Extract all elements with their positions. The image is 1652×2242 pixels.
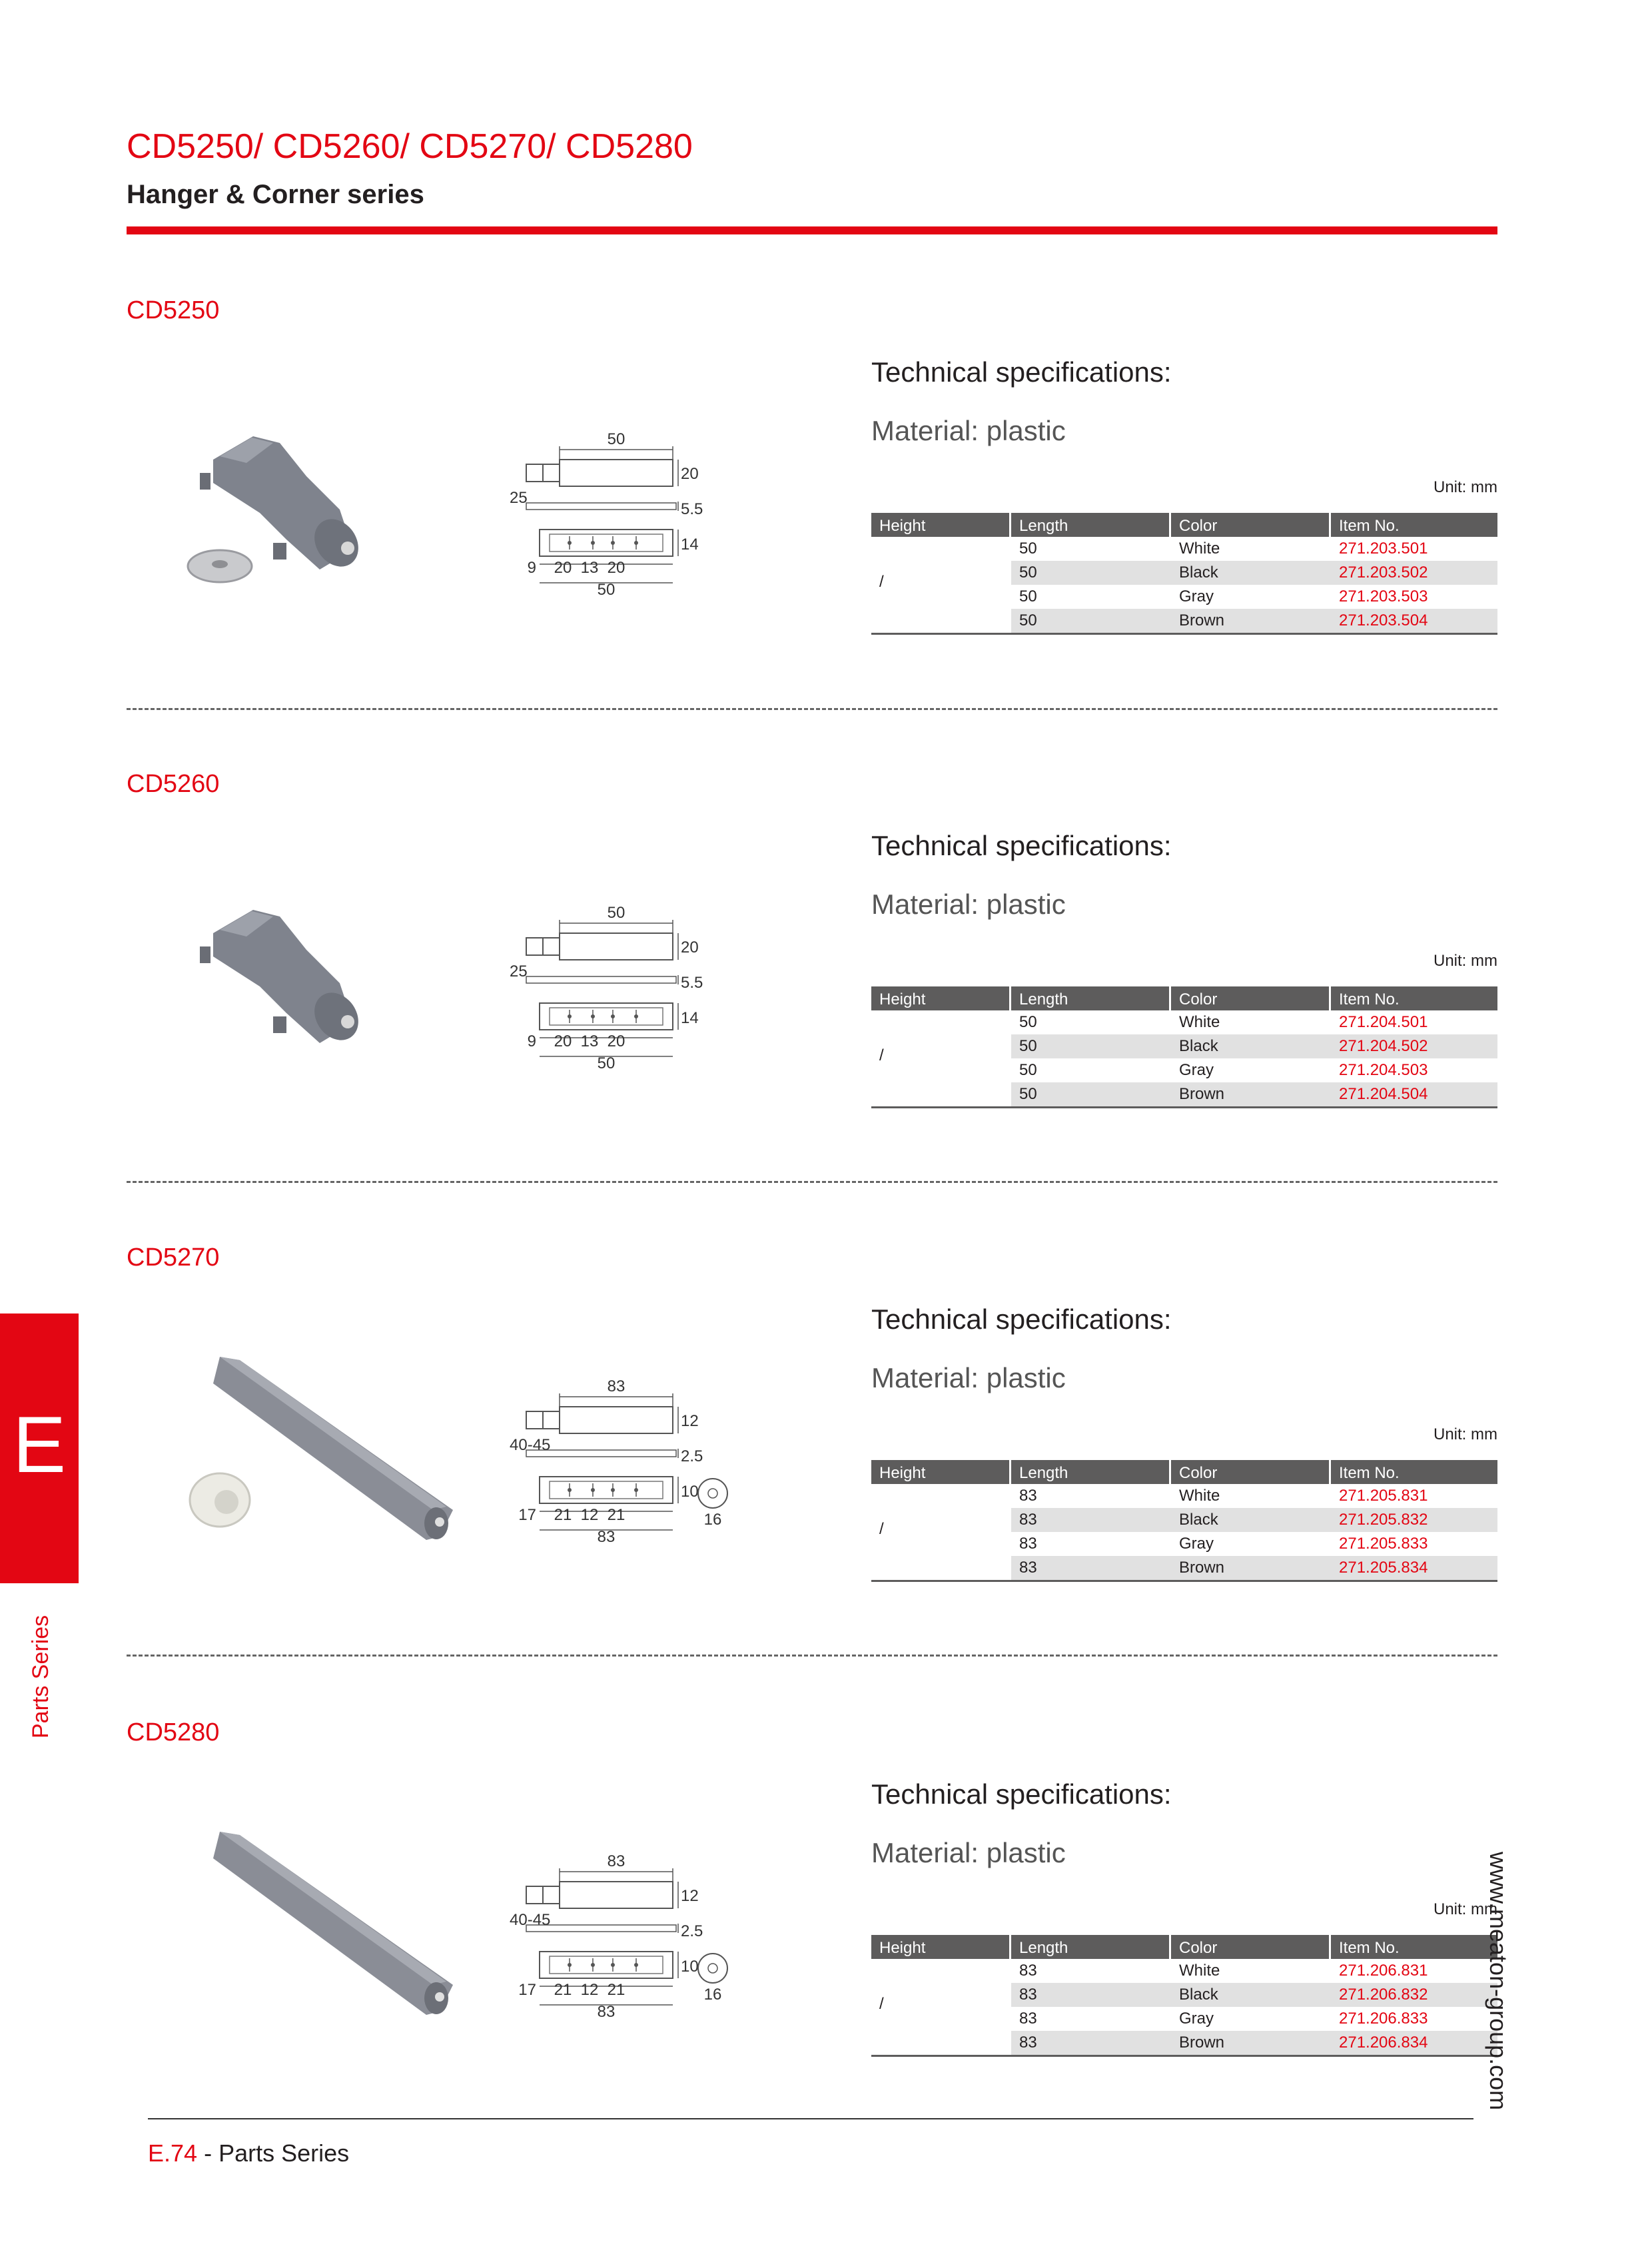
column-header: Height bbox=[871, 1460, 1011, 1484]
spec-table bbox=[871, 986, 1497, 1108]
spec-heading: Technical specifications: bbox=[871, 830, 1172, 861]
table-header bbox=[871, 513, 1497, 537]
color-cell: Gray bbox=[1179, 1061, 1214, 1079]
product-section-cd5270 bbox=[127, 1244, 1497, 1643]
spec-heading: Technical specifications: bbox=[871, 1778, 1172, 1810]
column-header: Item No. bbox=[1339, 1464, 1400, 1482]
length-cell: 50 bbox=[1011, 1082, 1171, 1106]
dimension-label: 50 bbox=[607, 430, 625, 448]
material-text: Material: plastic bbox=[871, 1837, 1066, 1868]
color-cell: Gray bbox=[1179, 1535, 1214, 1553]
length-cell: 50 bbox=[1011, 1034, 1171, 1058]
item-number-cell: 271.206.832 bbox=[1331, 1983, 1497, 2007]
color-cell: Gray bbox=[1179, 587, 1214, 605]
dimension-label: 12 bbox=[681, 1412, 699, 1430]
item-number-cell: 271.205.832 bbox=[1331, 1508, 1497, 1532]
section-title: CD5260 bbox=[127, 770, 220, 798]
product-section-cd5280 bbox=[127, 1718, 1497, 2118]
dimension-label: 16 bbox=[703, 1511, 722, 1529]
color-cell: Brown bbox=[1171, 609, 1331, 633]
length-cell: 83 bbox=[1011, 2031, 1171, 2055]
column-header: Color bbox=[1171, 986, 1331, 1010]
technical-drawing bbox=[506, 1845, 746, 2018]
dimension-label: 13 bbox=[580, 559, 599, 577]
dimension-label: 12 bbox=[580, 1506, 599, 1524]
dimension-label: 16 bbox=[703, 1986, 722, 2004]
unit-label: Unit: mm bbox=[1434, 1425, 1497, 1443]
product-photo bbox=[173, 1818, 453, 2038]
spec-table bbox=[871, 513, 1497, 635]
length-cell: 83 bbox=[1019, 1487, 1037, 1505]
item-number-cell: 271.206.833 bbox=[1339, 2010, 1428, 2028]
table-body bbox=[871, 1010, 1497, 1108]
color-cell: White bbox=[1179, 540, 1220, 558]
height-cell: / bbox=[871, 537, 1011, 633]
dimension-label: 9 bbox=[527, 1032, 536, 1050]
column-header: Color bbox=[1171, 1935, 1331, 1959]
technical-drawing bbox=[506, 1370, 746, 1543]
spec-table bbox=[871, 1460, 1497, 1582]
item-number-cell: 271.206.831 bbox=[1339, 1962, 1428, 1980]
dimension-label: 2.5 bbox=[681, 1447, 703, 1465]
section-divider bbox=[127, 1181, 1497, 1183]
length-cell: 83 bbox=[1019, 2010, 1037, 2028]
length-cell: 83 bbox=[1019, 1962, 1037, 1980]
section-title: CD5280 bbox=[127, 1718, 220, 1746]
item-number-cell: 271.206.834 bbox=[1331, 2031, 1497, 2055]
length-cell: 83 bbox=[1011, 1556, 1171, 1580]
section-title: CD5250 bbox=[127, 296, 220, 324]
dimension-label: 5.5 bbox=[681, 500, 703, 518]
dimension-label: 10 bbox=[681, 1483, 699, 1501]
item-number-cell: 271.205.833 bbox=[1339, 1535, 1428, 1553]
length-cell: 50 bbox=[1019, 1061, 1037, 1079]
dimension-label: 21 bbox=[607, 1506, 625, 1524]
chapter-letter: E bbox=[12, 1400, 67, 1489]
dimension-label: 2.5 bbox=[681, 1922, 703, 1940]
item-number-cell: 271.204.502 bbox=[1331, 1034, 1497, 1058]
material-text: Material: plastic bbox=[871, 1362, 1066, 1393]
spec-heading: Technical specifications: bbox=[871, 1304, 1172, 1335]
table-body bbox=[871, 537, 1497, 635]
color-cell: White bbox=[1179, 1487, 1220, 1505]
product-photo bbox=[173, 396, 453, 616]
footer-rule bbox=[148, 2118, 1473, 2119]
height-cell: / bbox=[871, 1010, 1011, 1106]
dimension-label: 20 bbox=[554, 559, 572, 577]
color-cell: Black bbox=[1171, 1983, 1331, 2007]
column-header: Item No. bbox=[1339, 1939, 1400, 1957]
table-header bbox=[871, 1460, 1497, 1484]
dimension-label: 25 bbox=[510, 489, 528, 507]
title-rule bbox=[127, 226, 1497, 234]
color-cell: White bbox=[1179, 1013, 1220, 1031]
dimension-label: 14 bbox=[681, 536, 699, 554]
technical-drawing bbox=[506, 897, 746, 1070]
section-divider bbox=[127, 1655, 1497, 1657]
color-cell: White bbox=[1179, 1962, 1220, 1980]
page-title: CD5250/ CD5260/ CD5270/ CD5280 bbox=[127, 127, 693, 166]
dimension-label: 10 bbox=[681, 1958, 699, 1976]
dimension-label: 20 bbox=[681, 938, 699, 956]
product-photo bbox=[173, 1343, 453, 1563]
length-cell: 50 bbox=[1011, 561, 1171, 585]
dimension-label: 83 bbox=[597, 2003, 616, 2018]
dimension-label: 12 bbox=[580, 1981, 599, 1999]
color-cell: Brown bbox=[1171, 2031, 1331, 2055]
item-number-cell: 271.203.504 bbox=[1331, 609, 1497, 633]
dimension-label: 21 bbox=[554, 1981, 572, 1999]
footer bbox=[148, 2139, 349, 2167]
table-body bbox=[871, 1959, 1497, 2057]
footer-label: Parts Series bbox=[218, 2139, 350, 2167]
height-cell: / bbox=[871, 1959, 1011, 2055]
dimension-label: 12 bbox=[681, 1887, 699, 1905]
website-url: www.meaton-group.com bbox=[1485, 1852, 1512, 2111]
dimension-label: 17 bbox=[518, 1981, 536, 1999]
length-cell: 50 bbox=[1019, 1013, 1037, 1031]
length-cell: 50 bbox=[1011, 609, 1171, 633]
color-cell: Brown bbox=[1171, 1556, 1331, 1580]
column-header: Height bbox=[871, 1935, 1011, 1959]
length-cell: 83 bbox=[1019, 1535, 1037, 1553]
column-header: Item No. bbox=[1339, 517, 1400, 535]
column-header: Item No. bbox=[1339, 990, 1400, 1008]
column-header: Length bbox=[1011, 1935, 1171, 1959]
dimension-label: 83 bbox=[607, 1377, 625, 1395]
color-cell: Black bbox=[1171, 1508, 1331, 1532]
dimension-label: 50 bbox=[597, 1054, 616, 1070]
color-cell: Gray bbox=[1179, 2010, 1214, 2028]
product-section-cd5250 bbox=[127, 296, 1497, 696]
dimension-label: 5.5 bbox=[681, 974, 703, 992]
section-title: CD5270 bbox=[127, 1244, 220, 1272]
item-number-cell: 271.205.831 bbox=[1339, 1487, 1428, 1505]
dimension-label: 40-45 bbox=[510, 1911, 551, 1929]
dimension-label: 17 bbox=[518, 1506, 536, 1524]
unit-label: Unit: mm bbox=[1434, 952, 1497, 970]
dimension-label: 20 bbox=[607, 559, 625, 577]
item-number-cell: 271.203.501 bbox=[1339, 540, 1428, 558]
item-number-cell: 271.204.503 bbox=[1339, 1061, 1428, 1079]
column-header: Length bbox=[1011, 1460, 1171, 1484]
item-number-cell: 271.204.504 bbox=[1331, 1082, 1497, 1106]
chapter-label: Parts Series bbox=[28, 1615, 53, 1738]
dimension-label: 21 bbox=[607, 1981, 625, 1999]
length-cell: 50 bbox=[1019, 587, 1037, 605]
table-header bbox=[871, 1935, 1497, 1959]
length-cell: 50 bbox=[1019, 540, 1037, 558]
material-text: Material: plastic bbox=[871, 889, 1066, 920]
unit-label: Unit: mm bbox=[1434, 478, 1497, 496]
material-text: Material: plastic bbox=[871, 415, 1066, 446]
column-header: Length bbox=[1011, 986, 1171, 1010]
dimension-label: 20 bbox=[681, 465, 699, 483]
dimension-label: 83 bbox=[607, 1852, 625, 1870]
column-header: Color bbox=[1171, 1460, 1331, 1484]
page-subtitle: Hanger & Corner series bbox=[127, 180, 424, 209]
dimension-label: 14 bbox=[681, 1009, 699, 1027]
dimension-label: 83 bbox=[597, 1528, 616, 1543]
table-header bbox=[871, 986, 1497, 1010]
dimension-label: 20 bbox=[554, 1032, 572, 1050]
color-cell: Black bbox=[1171, 1034, 1331, 1058]
product-photo bbox=[173, 870, 453, 1090]
dimension-label: 9 bbox=[527, 559, 536, 577]
footer-separator: - bbox=[197, 2139, 219, 2167]
spec-heading: Technical specifications: bbox=[871, 356, 1172, 388]
table-body bbox=[871, 1484, 1497, 1582]
unit-label: Unit: mm bbox=[1434, 1900, 1497, 1918]
color-cell: Black bbox=[1171, 561, 1331, 585]
color-cell: Brown bbox=[1171, 1082, 1331, 1106]
dimension-label: 40-45 bbox=[510, 1436, 551, 1454]
length-cell: 83 bbox=[1011, 1983, 1171, 2007]
height-cell: / bbox=[871, 1484, 1011, 1580]
column-header: Length bbox=[1011, 513, 1171, 537]
item-number-cell: 271.204.501 bbox=[1339, 1013, 1428, 1031]
column-header: Color bbox=[1171, 513, 1331, 537]
item-number-cell: 271.203.502 bbox=[1331, 561, 1497, 585]
technical-drawing bbox=[506, 423, 746, 596]
dimension-label: 20 bbox=[607, 1032, 625, 1050]
length-cell: 83 bbox=[1011, 1508, 1171, 1532]
item-number-cell: 271.205.834 bbox=[1331, 1556, 1497, 1580]
page-number: E.74 bbox=[148, 2139, 198, 2167]
column-header: Height bbox=[871, 986, 1011, 1010]
dimension-label: 25 bbox=[510, 962, 528, 980]
item-number-cell: 271.203.503 bbox=[1339, 587, 1428, 605]
dimension-label: 50 bbox=[597, 581, 616, 596]
dimension-label: 50 bbox=[607, 904, 625, 922]
dimension-label: 21 bbox=[554, 1506, 572, 1524]
section-divider bbox=[127, 708, 1497, 710]
product-section-cd5260 bbox=[127, 770, 1497, 1170]
dimension-label: 13 bbox=[580, 1032, 599, 1050]
column-header: Height bbox=[871, 513, 1011, 537]
spec-table bbox=[871, 1935, 1497, 2057]
